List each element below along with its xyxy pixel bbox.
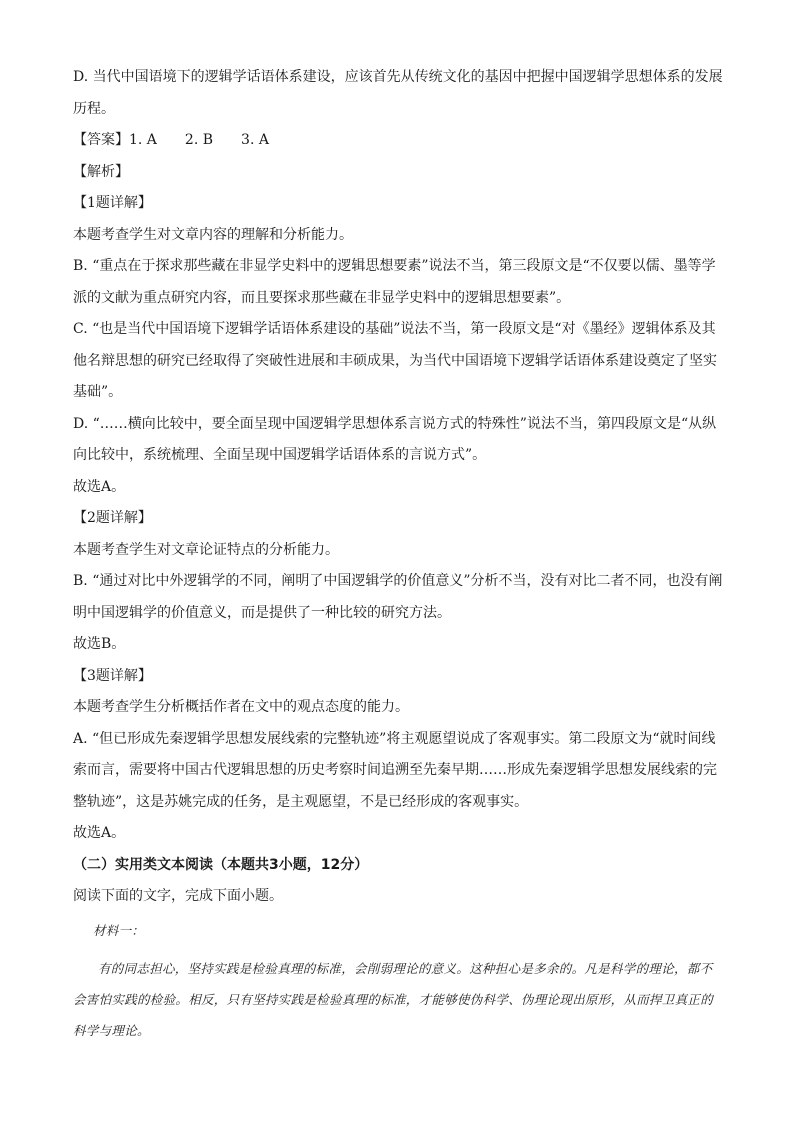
answer-2: 2. B bbox=[184, 132, 214, 148]
material-label: 材料一： bbox=[93, 922, 145, 938]
section-instruction: 阅读下面的文字，完成下面小题。 bbox=[73, 888, 283, 904]
q1-heading: 【1题详解】 bbox=[73, 195, 152, 211]
material-one bbox=[73, 917, 723, 1046]
q2-choice: 故选B。 bbox=[73, 636, 126, 652]
q3-intro: 本题考查学生分析概括作者在文中的观点态度的能力。 bbox=[73, 699, 409, 715]
answer-1: 1. A bbox=[129, 132, 157, 148]
material-body: 有的同志担心，坚持实践是检验真理的标准，会削弱理论的意义。这种担心是多余的。凡是科学的理论，都不会害怕实践的检验。相反，只有坚持实践是检验真理的标准，才能够使伪科学、伪理论现出原形，从而捍卫真正的科学与理论。 bbox=[73, 960, 714, 1038]
q1-option-d: D. “……横向比较中，要全面呈现中国逻辑学思想体系言说方式的特殊性”说法不当，第四段原文是“从纵向比较中，系统梳理、全面呈现中国逻辑学话语体系的言说方式”。 bbox=[73, 415, 717, 463]
option-d-text: D. 当代中国语境下的逻辑学话语体系建设，应该首先从传统文化的基因中把握中国逻辑学思想体系的发展历程。 bbox=[73, 69, 723, 117]
q3-heading: 【3题详解】 bbox=[73, 667, 152, 684]
document-page bbox=[73, 62, 723, 1046]
q1-option-c: C. “也是当代中国语境下逻辑学话语体系建设的基础”说法不当，第一段原文是“对《墨经》逻辑体系及其他名辩思想的研究已经取得了突破性进展和丰硕成果，为当代中国语境下逻辑学话语体系建设奠定了坚实基础”。 bbox=[73, 321, 717, 400]
q2-heading: 【2题详解】 bbox=[73, 510, 152, 526]
answer-3: 3. A bbox=[241, 132, 269, 148]
q1-intro: 本题考查学生对文章内容的理解和分析能力。 bbox=[73, 226, 353, 243]
answer-tag: 【答案】 bbox=[73, 132, 129, 148]
answer-line bbox=[73, 125, 723, 157]
section-title: （二）实用类文本阅读（本题共3小题，12分） bbox=[73, 856, 369, 873]
q2-intro: 本题考查学生对文章论证特点的分析能力。 bbox=[73, 541, 339, 558]
q1-choice: 故选A。 bbox=[73, 478, 126, 495]
q2-option-b: B. “通过对比中外逻辑学的不同，阐明了中国逻辑学的价值意义”分析不当，没有对比二者不同，也没有阐明中国逻辑学的价值意义，而是提供了一种比较的研究方法。 bbox=[73, 573, 723, 621]
analysis-tag: 【解析】 bbox=[73, 163, 129, 180]
q3-choice: 故选A。 bbox=[73, 825, 126, 841]
q3-option-a: A. “但已形成先秦逻辑学思想发展线索的完整轨迹”将主观愿望说成了客观事实。第二段原文为“就时间线索而言，需要将中国古代逻辑思想的历史考察时间追溯至先秦早期……形成先秦逻辑学思想发展线索的完整轨迹”，这是苏姚完成的任务，是主观愿望，不是已经形成的客观事实。 bbox=[73, 730, 717, 810]
q1-option-b: B. “重点在于探求那些藏在非显学史料中的逻辑思想要素”说法不当，第三段原文是“不仅要以儒、墨等学派的文献为重点研究内容，而且要探求那些藏在非显学史料中的逻辑思想要素”。 bbox=[73, 258, 716, 306]
